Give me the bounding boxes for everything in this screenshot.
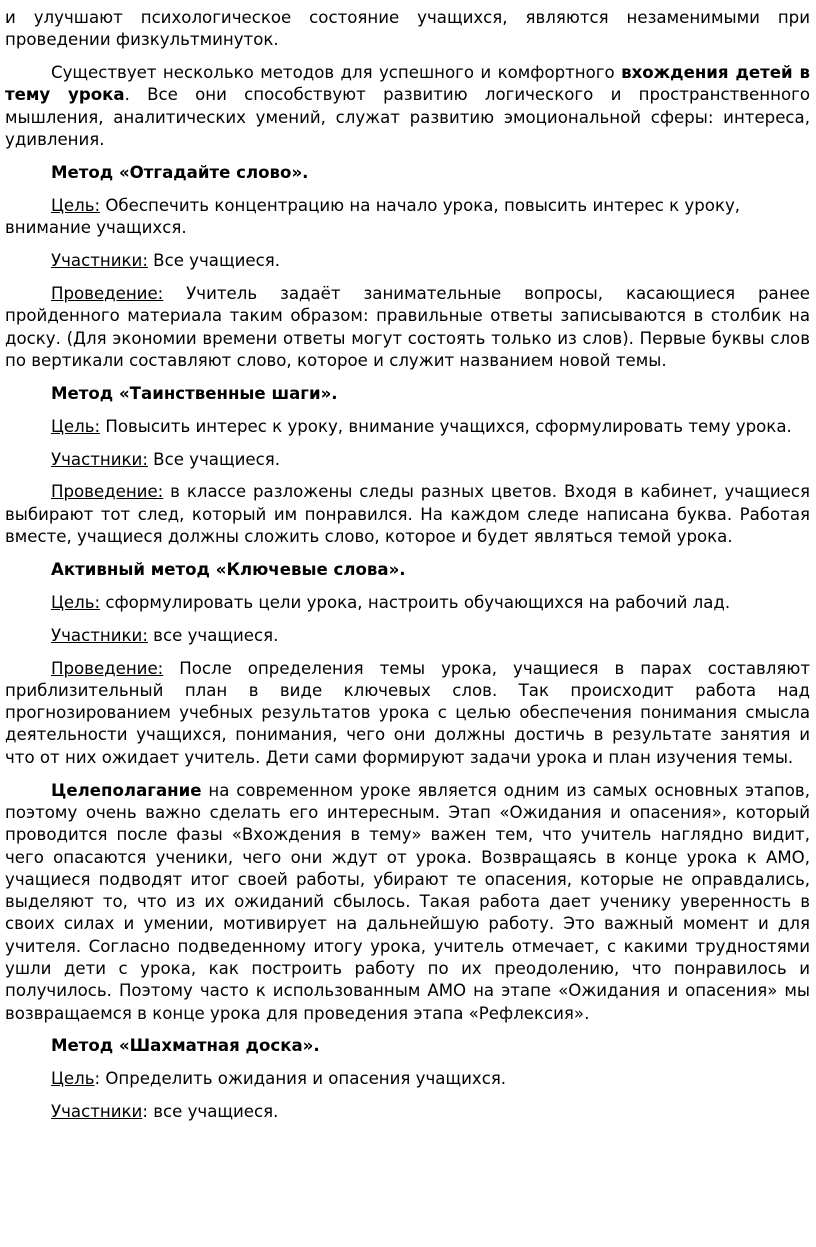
method2-participants-text: Все учащиеся. [147, 449, 280, 469]
goal-setting-paragraph [5, 780, 810, 1025]
method3-heading [5, 559, 810, 581]
method3-title: Активный метод «Ключевые слова». [51, 559, 406, 579]
intro-text: и улучшают психологическое состояние учащихся, являются незаменимыми при проведении физкультминуток. [5, 8, 810, 50]
method4-participants [5, 1101, 810, 1123]
method2-conduct-text: в классе разложены следы разных цветов. Входя в кабинет, учащиеся выбирают тот след, который им понравился. На каждом следе написана буква. Работая вместе, учащиеся должны сложить слово, которое и будет являться темой урока. [5, 482, 810, 546]
method3-conduct-label: Проведение: [51, 658, 164, 678]
method2-title: Метод «Таинственные шаги». [51, 383, 338, 403]
method1-goal-text: Обеспечить концентрацию на начало урока, повысить интерес к уроку, внимание учащихся. [5, 195, 741, 238]
method1-heading [5, 162, 810, 184]
method3-participants-label: Участники: [51, 625, 148, 645]
method1-goal-label: Цель: [51, 195, 101, 215]
goal-setting-bold: Целеполагание [51, 780, 202, 800]
method1-conduct-label: Проведение: [51, 283, 164, 303]
method4-goal-label: Цель [51, 1069, 95, 1089]
method3-goal-label: Цель: [51, 592, 101, 612]
method2-conduct [5, 481, 810, 548]
method2-participants [5, 449, 810, 471]
goal-setting-text: на современном уроке является одним из самых основных этапов, поэтому очень важно сделать его интересным. Этап «Ожидания и опасения», который проводится после фазы «Вхождения в тему» важен тем, что учитель наглядно видит, чего опасаются ученики, чего они ждут от урока. Возвращаясь в конце урока к АМО, учащиеся подводят итог своей работы, убирают те опасения, которые не оправдались, выделяют то, что из их ожиданий сбылось. Такая работа дает ученику уверенность в своих силах и умении, мотивирует на дальнейшую работу. Это важный момент и для учителя. Согласно подведенному итогу урока, учитель отмечает, с какими трудностями ушли дети с урока, как построить работу по их преодолению, что понравилось и получилось. Поэтому часто к использованным АМО на этапе «Ожидания и опасения» мы возвращаемся в конце урока для проведения этапа «Рефлексия». [5, 780, 810, 1023]
method2-heading [5, 383, 810, 405]
method1-title: Метод «Отгадайте слово». [51, 162, 309, 182]
method4-title: Метод «Шахматная доска». [51, 1036, 320, 1056]
method4-heading [5, 1035, 810, 1057]
method1-conduct [5, 283, 810, 372]
methods-text-start: Существует несколько методов для успешного и комфортного [51, 63, 622, 83]
method3-goal-text: сформулировать цели урока, настроить обучающихся на рабочий лад. [100, 592, 731, 612]
method3-conduct [5, 658, 810, 769]
method1-participants-text: Все учащиеся. [147, 251, 280, 271]
method2-goal-label: Цель: [51, 416, 101, 436]
method3-goal [5, 592, 810, 614]
method2-goal [5, 416, 810, 438]
method1-conduct-text: Учитель задаёт занимательные вопросы, касающиеся ранее пройденного материала таким образом: правильные ответы записываются в столбик на доску. (Для экономии времени ответы могут состоять только из слов). Первые буквы слов по вертикали составляют слово, которое и служит названием новой темы. [5, 283, 810, 370]
methods-text-bold: вхождения детей в тему урока [5, 63, 811, 105]
method1-participants-label: Участники: [51, 251, 148, 271]
method2-conduct-label: Проведение: [51, 482, 164, 502]
intro-paragraph [5, 7, 810, 52]
method4-goal [5, 1068, 810, 1090]
method1-goal [5, 195, 810, 240]
method1-participants [5, 250, 810, 272]
method3-conduct-text: После определения темы урока, учащиеся в парах составляют приблизительный план в виде ключевых слов. Так происходит работа над прогнозированием учебных результатов урока с целью обеспечения понимания смысла деятельности учащихся, понимания, чего они должны достичь в результате занятия и что от них ожидает учитель. Дети сами формируют задачи урока и план изучения темы. [5, 658, 810, 767]
methods-text-end: . Все они способствуют развитию логического и пространственного мышления, аналитических умений, служат развитию эмоциональной сферы: интереса, удивления. [5, 85, 810, 150]
method3-participants-text: все учащиеся. [147, 625, 279, 645]
method4-goal-text: : Определить ожидания и опасения учащихся. [94, 1069, 507, 1089]
method4-participants-label: Участники [51, 1102, 143, 1122]
methods-paragraph [5, 62, 810, 151]
method2-participants-label: Участники: [51, 449, 148, 469]
method3-participants [5, 625, 810, 647]
method2-goal-text: Повысить интерес к уроку, внимание учащихся, сформулировать тему урока. [100, 416, 792, 436]
method4-participants-text: : все учащиеся. [142, 1102, 279, 1122]
